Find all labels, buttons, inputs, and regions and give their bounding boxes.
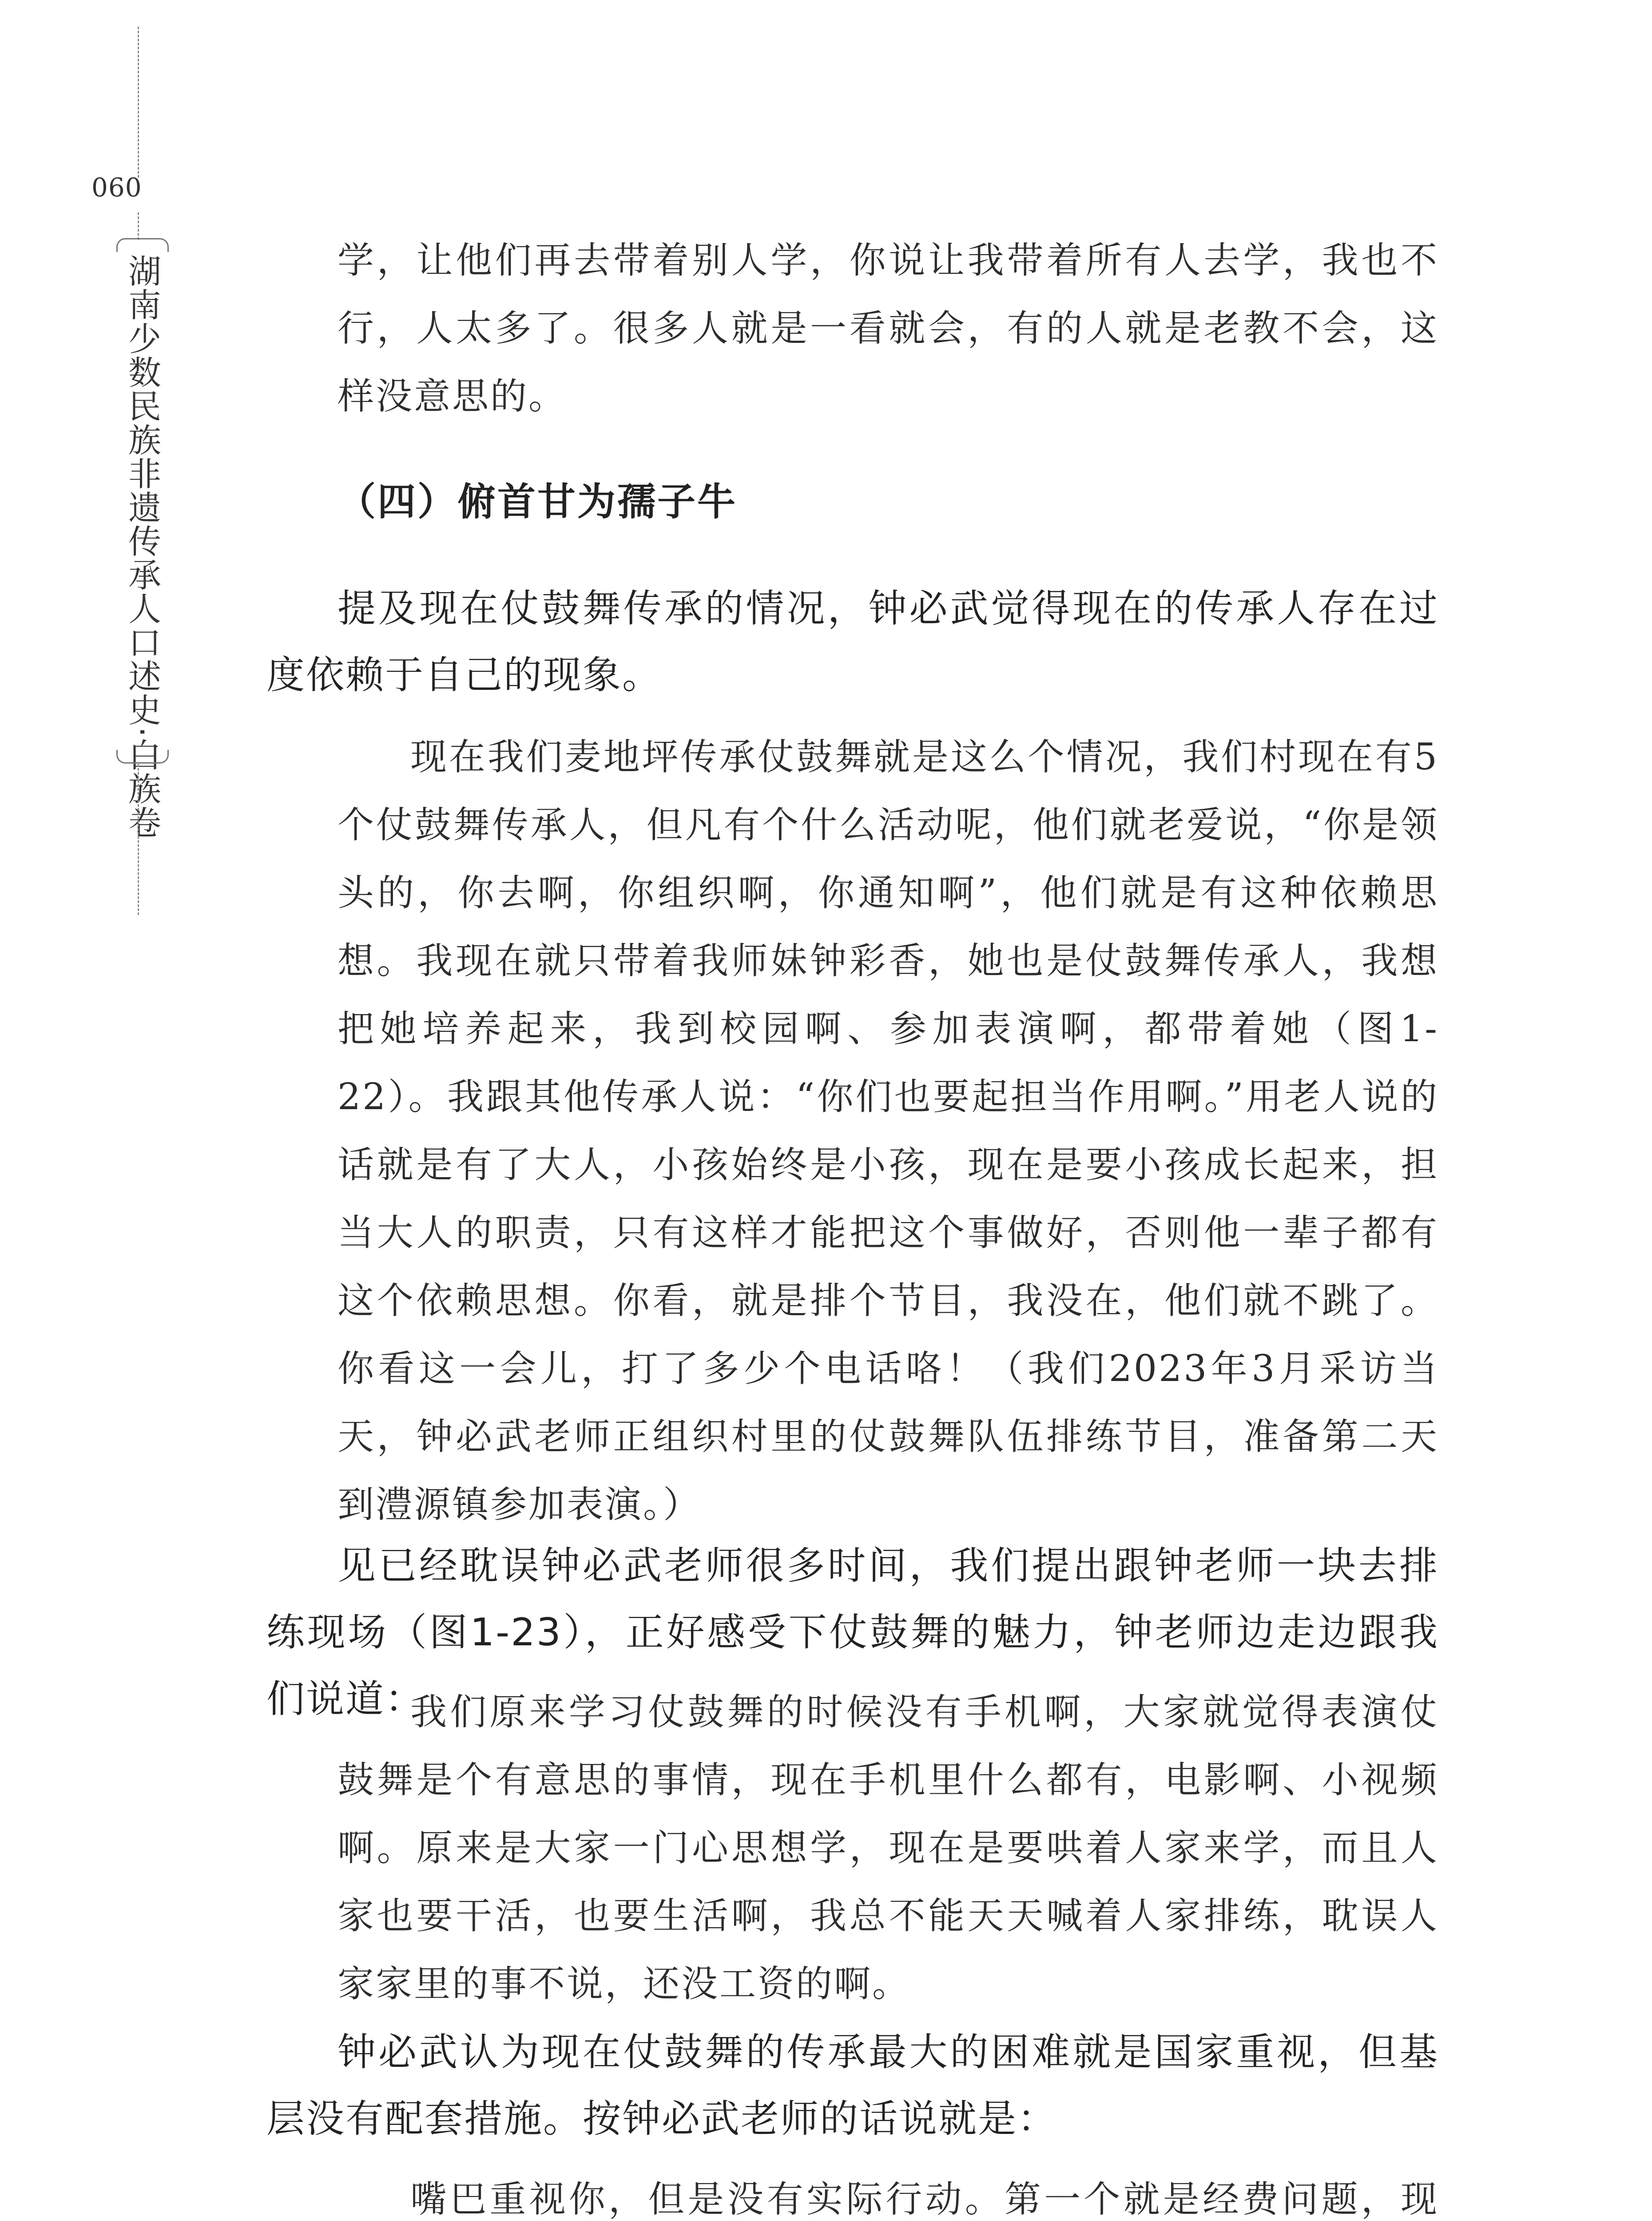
title-bracket-top bbox=[116, 238, 169, 252]
narrative-paragraph-3: 钟必武认为现在仗鼓舞的传承最大的困难就是国家重视，但基层没有配套措施。按钟必武老师的话说就是： bbox=[266, 2030, 1439, 2141]
margin-rule-bottom bbox=[138, 764, 139, 915]
narrative-paragraph-1: 提及现在仗鼓舞传承的情况，钟必武觉得现在的传承人存在过度依赖于自己的现象。 bbox=[266, 586, 1439, 697]
narrative-paragraph-2: 见已经耽误钟必武老师很多时间，我们提出跟钟老师一块去排练现场（图1-23），正好感受下仗鼓舞的魅力，钟老师边走边跟我们说道： bbox=[266, 1544, 1439, 1721]
quote-paragraph-1: 学，让他们再去带着别人学，你说让我带着所有人去学，我也不行，人太多了。很多人就是一看就会，有的人就是老教不会，这样没意思的。 bbox=[338, 239, 1439, 418]
quote-paragraph-3: 我们原来学习仗鼓舞的时候没有手机啊，大家就觉得表演仗鼓舞是个有意思的事情，现在手机里什么都有，电影啊、小视频啊。原来是大家一门心思想学，现在是要哄着人家来学，而且人家也要干活，也要生活啊，我总不能天天喊着人家排练，耽误人家家里的事不说，还没工资的啊。 bbox=[338, 1691, 1439, 2005]
section-heading: （四）俯首甘为孺子牛 bbox=[338, 480, 737, 524]
page-number: 060 bbox=[91, 172, 142, 203]
margin-rule-top bbox=[138, 27, 139, 178]
quote-paragraph-2: 现在我们麦地坪传承仗鼓舞就是这么个情况，我们村现在有5个仗鼓舞传承人，但凡有个什么活动呢，他们就老爱说，“你是领头的，你去啊，你组织啊，你通知啊”，他们就是有这种依赖思想。我现在就只带着我师妹钟彩香，她也是仗鼓舞传承人，我想把她培养起来，我到校园啊、参加表演啊，都带着她（图1-22）。我跟其他传承人说：“你们也要起担当作用啊。”用老人说的话就是有了大人，小孩始终是小孩，现在是要小孩成长起来，担当大人的职责，只有这样才能把这个事做好，否则他一辈子都有这个依赖思想。你看，就是排个节目，我没在，他们就不跳了。你看这一会儿，打了多少个电话咯！（我们2023年3月采访当天，钟必武老师正组织村里的仗鼓舞队伍排练节目，准备第二天到澧源镇参加表演。） bbox=[338, 736, 1439, 1526]
title-bracket-bottom bbox=[116, 750, 169, 764]
book-title: 湖南少数民族非遗传承人口述史·白族卷 bbox=[123, 254, 161, 840]
quote-paragraph-4: 嘴巴重视你，但是没有实际行动。第一个就是经费问题，现 bbox=[410, 2178, 1439, 2221]
margin-rule-middle bbox=[138, 212, 139, 240]
